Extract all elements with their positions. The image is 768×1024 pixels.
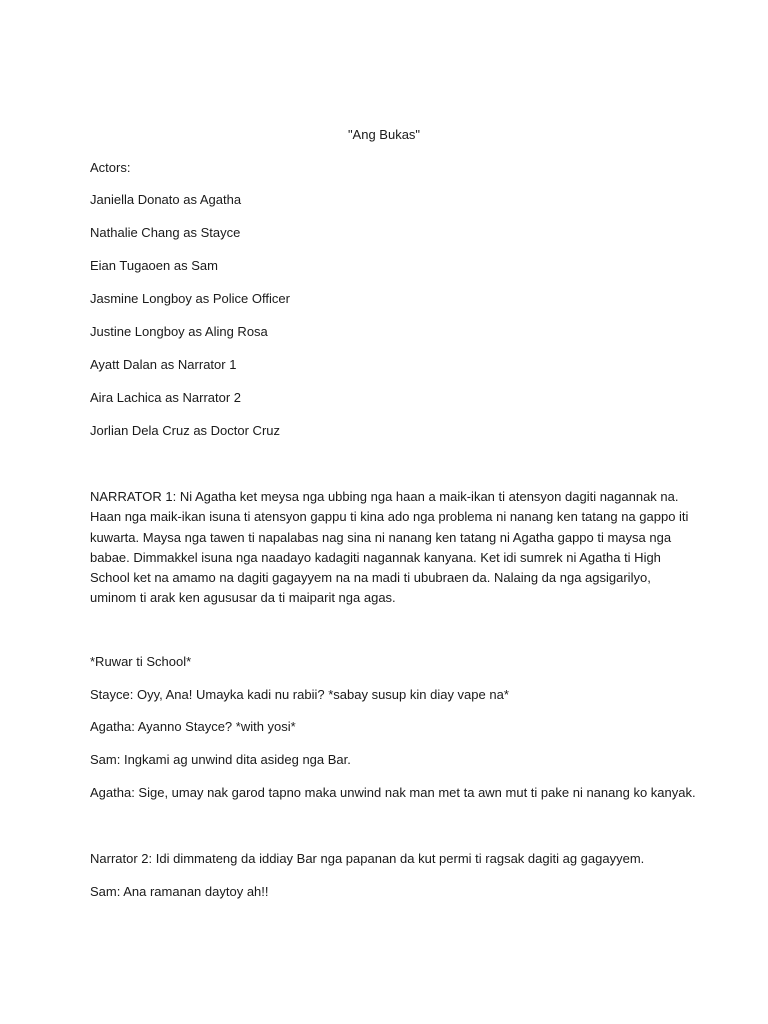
actors-heading: Actors: (90, 160, 131, 175)
actor-line: Jasmine Longboy as Police Officer (90, 291, 290, 306)
play-title: "Ang Bukas" (347, 127, 421, 142)
actor-line: Jorlian Dela Cruz as Doctor Cruz (90, 423, 281, 438)
actor-line: Janiella Donato as Agatha (90, 192, 242, 207)
actor-line: Nathalie Chang as Stayce (90, 225, 241, 240)
dialogue-line: Agatha: Sige, umay nak garod tapno maka unwind nak man met ta awn mut ti pake ni nanang ko kanyak. (90, 785, 696, 800)
dialogue-line: Sam: Ana ramanan daytoy ah!! (90, 884, 269, 899)
actor-line: Justine Longboy as Aling Rosa (90, 324, 268, 339)
actor-line: Aira Lachica as Narrator 2 (90, 390, 242, 405)
dialogue-line: Stayce: Oyy, Ana! Umayka kadi nu rabii? *sabay susup kin diay vape na* (90, 687, 509, 702)
narration-line: Narrator 2: Idi dimmateng da iddiay Bar nga papanan da kut permi ti ragsak dagiti ag gagayyem. (90, 851, 645, 866)
dialogue-line: Sam: Ingkami ag unwind dita asideg nga Bar. (90, 752, 351, 767)
scene-heading: *Ruwar ti School* (90, 654, 192, 669)
actor-line: Eian Tugaoen as Sam (90, 258, 218, 273)
dialogue-line: Agatha: Ayanno Stayce? *with yosi* (90, 719, 296, 734)
actor-line: Ayatt Dalan as Narrator 1 (90, 357, 237, 372)
narration-paragraph: NARRATOR 1: Ni Agatha ket meysa nga ubbing nga haan a maik-ikan ti atensyon dagiti nagannak na. Haan nga maik-ikan isuna ti atensyon gappu ti kina ado nga problema ni nanang ken tatang na gappo iti kuwarta. Maysa nga tawen ti napalabas nag sina ni nanang ken tatang ni Agatha gappo ti maysa nga babae. Dimmakkel isuna nga naadayo kadagiti nagannak kanyana. Ket idi sumrek ni Agatha ti High School ket na amamo na dagiti gagayyem na na madi ti ububraen da. Nalaing da nga agsigarilyo, uminom ti arak ken agususar da ti maiparit nga agas. (90, 489, 689, 606)
